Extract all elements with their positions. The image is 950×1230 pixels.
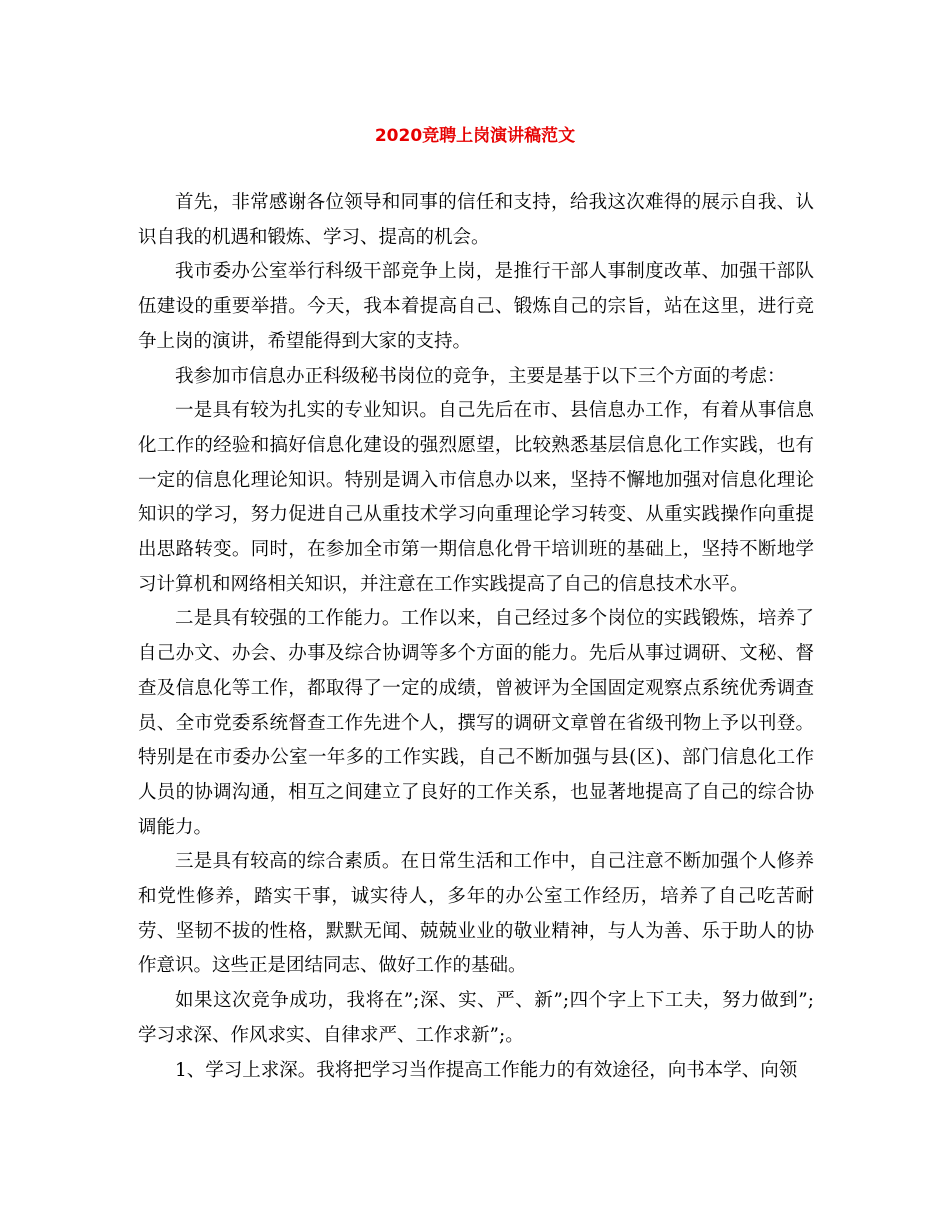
document-title: 2020竞聘上岗演讲稿范文 xyxy=(374,126,576,146)
paragraph-8: 1、学习上求深。我将把学习当作提高工作能力的有效途径，向书本学、向领 xyxy=(175,1059,798,1081)
document-body xyxy=(138,186,814,1088)
paragraph-1: 首先，非常感谢各位领导和同事的信任和支持，给我这次难得的展示自我、认识自我的机遇和锻炼、学习、提高的机会。 xyxy=(138,192,814,248)
paragraph-6: 三是具有较高的综合素质。在日常生活和工作中，自己注意不断加强个人修养和党性修养，踏实干事，诚实待人，多年的办公室工作经历，培养了自己吃苦耐劳、坚韧不拔的性格，默默无闻、兢兢业业的敬业精神，与人为善、乐于助人的协作意识。这些正是团结同志、做好工作的基础。 xyxy=(138,851,814,977)
paragraph-7: 如果这次竞争成功，我将在”;深、实、严、新”;四个字上下工夫，努力做到”;学习求深、作风求实、自律求严、工作求新”;。 xyxy=(138,990,814,1046)
paragraph-2: 我市委办公室举行科级干部竞争上岗，是推行干部人事制度改革、加强干部队伍建设的重要举措。今天，我本着提高自己、锻炼自己的宗旨，站在这里，进行竞争上岗的演讲，希望能得到大家的支持。 xyxy=(138,261,814,352)
paragraph-5: 二是具有较强的工作能力。工作以来，自己经过多个岗位的实践锻炼，培养了自己办文、办会、办事及综合协调等多个方面的能力。先后从事过调研、文秘、督查及信息化等工作，都取得了一定的成绩，曾被评为全国固定观察点系统优秀调查员、全市党委系统督查工作先进个人，撰写的调研文章曾在省级刊物上予以刊登。特别是在市委办公室一年多的工作实践，自己不断加强与县(区)、部门信息化工作人员的协调沟通，相互之间建立了良好的工作关系，也显著地提高了自己的综合协调能力。 xyxy=(138,608,814,838)
paragraph-3: 我参加市信息办正科级秘书岗位的竞争，主要是基于以下三个方面的考虑： xyxy=(175,365,786,387)
paragraph-4: 一是具有较为扎实的专业知识。自己先后在市、县信息办工作，有着从事信息化工作的经验和搞好信息化建设的强烈愿望，比较熟悉基层信息化工作实践，也有一定的信息化理论知识。特别是调入市信息办以来，坚持不懈地加强对信息化理论知识的学习，努力促进自己从重技术学习向重理论学习转变、从重实践操作向重提出思路转变。同时，在参加全市第一期信息化骨干培训班的基础上，坚持不断地学习计算机和网络相关知识，并注意在工作实践提高了自己的信息技术水平。 xyxy=(138,400,814,595)
